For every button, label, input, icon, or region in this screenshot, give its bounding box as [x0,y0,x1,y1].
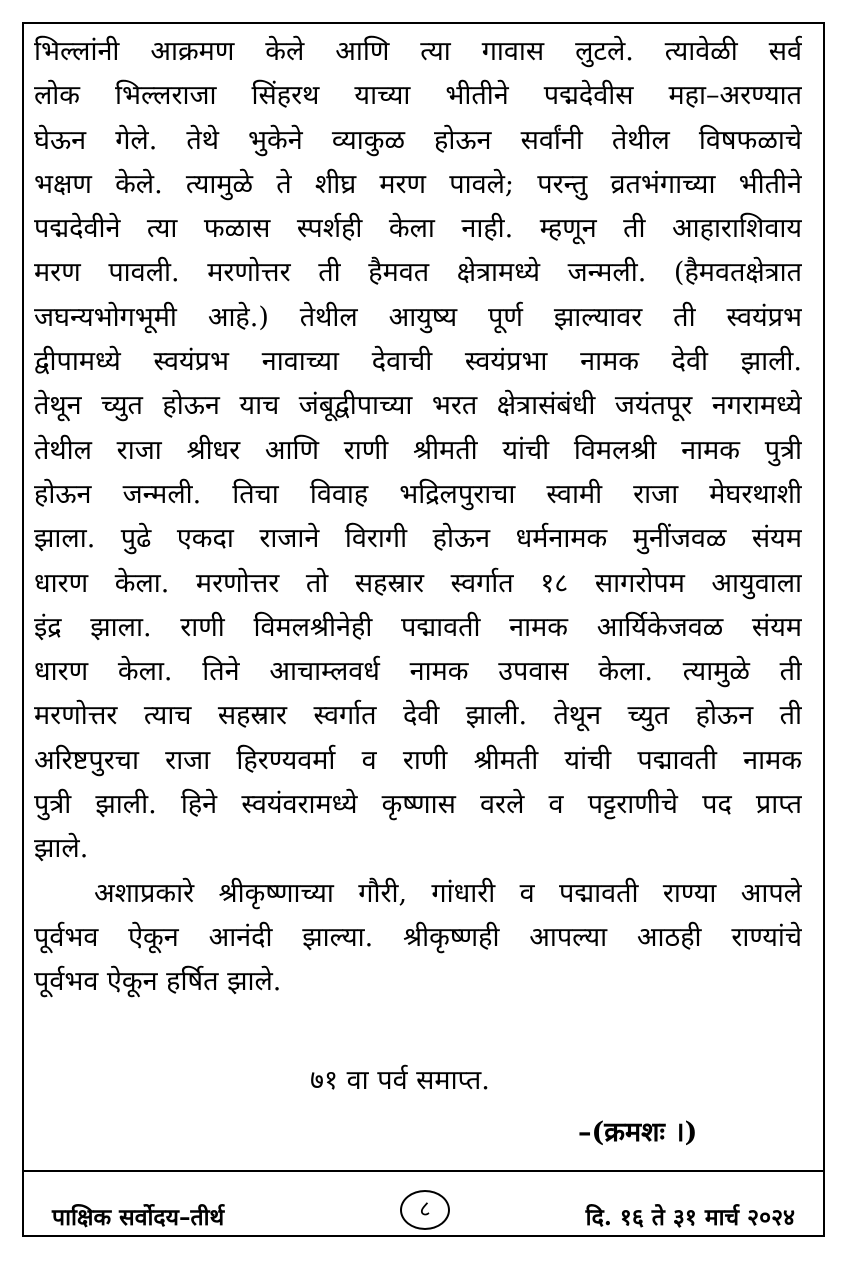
footer-divider [22,1170,825,1172]
continued-note: –(क्रमशः ।) [578,1117,698,1148]
page-number: ८ [400,1190,450,1230]
closing-paragraph-line: पूर्वभव ऐकून आनंदी झाल्या. श्रीकृष्णही आपल्या आठही राण्यांचे [34,921,802,953]
text-line: द्वीपामध्ये स्वयंप्रभ नावाच्या देवाची स्वयंप्रभा नामक देवी झाली. [34,346,802,378]
text-line: पद्मदेवीने त्या फळास स्पर्शही केला नाही. म्हणून ती आहाराशिवाय [34,213,802,245]
text-line: मरणोत्तर त्याच सहस्रार स्वर्गात देवी झाली. तेथून च्युत होऊन ती [34,700,802,732]
closing-paragraph-line: पूर्वभव ऐकून हर्षित झाले. [34,966,282,998]
chapter-end-note: ७१ वा पर्व समाप्त. [310,1065,490,1096]
page-footer [22,1190,825,1234]
article-body [34,30,802,1005]
text-line: अरिष्टपुरचा राजा हिरण्यवर्मा व राणी श्रीमती यांची पद्मावती नामक [34,744,802,776]
text-line: झाले. [34,833,89,865]
issue-date: दि. १६ ते ३१ मार्च २०२४ [585,1204,795,1231]
text-line: होऊन जन्मली. तिचा विवाह भद्रिलपुराचा स्वामी राजा मेघरथाशी [34,478,802,510]
text-line: लोक भिल्लराजा सिंहरथ याच्या भीतीने पद्मदेवीस महा–अरण्यात [34,80,802,112]
text-line: पुत्री झाली. हिने स्वयंवरामध्ये कृष्णास वरले व पट्टराणीचे पद प्राप्त [34,789,802,821]
text-line: घेऊन गेले. तेथे भुकेने व्याकुळ होऊन सर्वांनी तेथील विषफळाचे [34,124,802,156]
text-line: तेथील राजा श्रीधर आणि राणी श्रीमती यांची विमलश्री नामक पुत्री [34,434,802,466]
text-line: भिल्लांनी आक्रमण केले आणि त्या गावास लुटले. त्यावेळी सर्व [34,36,802,67]
closing-paragraph-line: अशाप्रकारे श्रीकृष्णाच्या गौरी, गांधारी व पद्मावती राण्या आपले [94,877,802,909]
text-line: धारण केला. मरणोत्तर तो सहस्रार स्वर्गात १८ सागरोपम आयुवाला [34,567,802,599]
text-line: भक्षण केले. त्यामुळे ते शीघ्र मरण पावले; परन्तु व्रतभंगाच्या भीतीने [34,168,802,200]
text-line: तेथून च्युत होऊन याच जंबूद्वीपाच्या भरत क्षेत्रासंबंधी जयंतपूर नगरामध्ये [34,390,802,422]
text-line: झाला. पुढे एकदा राजाने विरागी होऊन धर्मनामक मुनींजवळ संयम [34,523,802,555]
text-line: मरण पावली. मरणोत्तर ती हैमवत क्षेत्रामध्ये जन्मली. (हैमवतक्षेत्रात [34,257,802,289]
text-line: जघन्यभोगभूमी आहे.) तेथील आयुष्य पूर्ण झाल्यावर ती स्वयंप्रभ [34,301,802,333]
text-line: इंद्र झाला. राणी विमलश्रीनेही पद्मावती नामक आर्यिकेजवळ संयम [34,611,802,643]
publication-name: पाक्षिक सर्वोदय–तीर्थ [52,1204,225,1231]
text-line: धारण केला. तिने आचाम्लवर्ध नामक उपवास केला. त्यामुळे ती [34,656,802,688]
